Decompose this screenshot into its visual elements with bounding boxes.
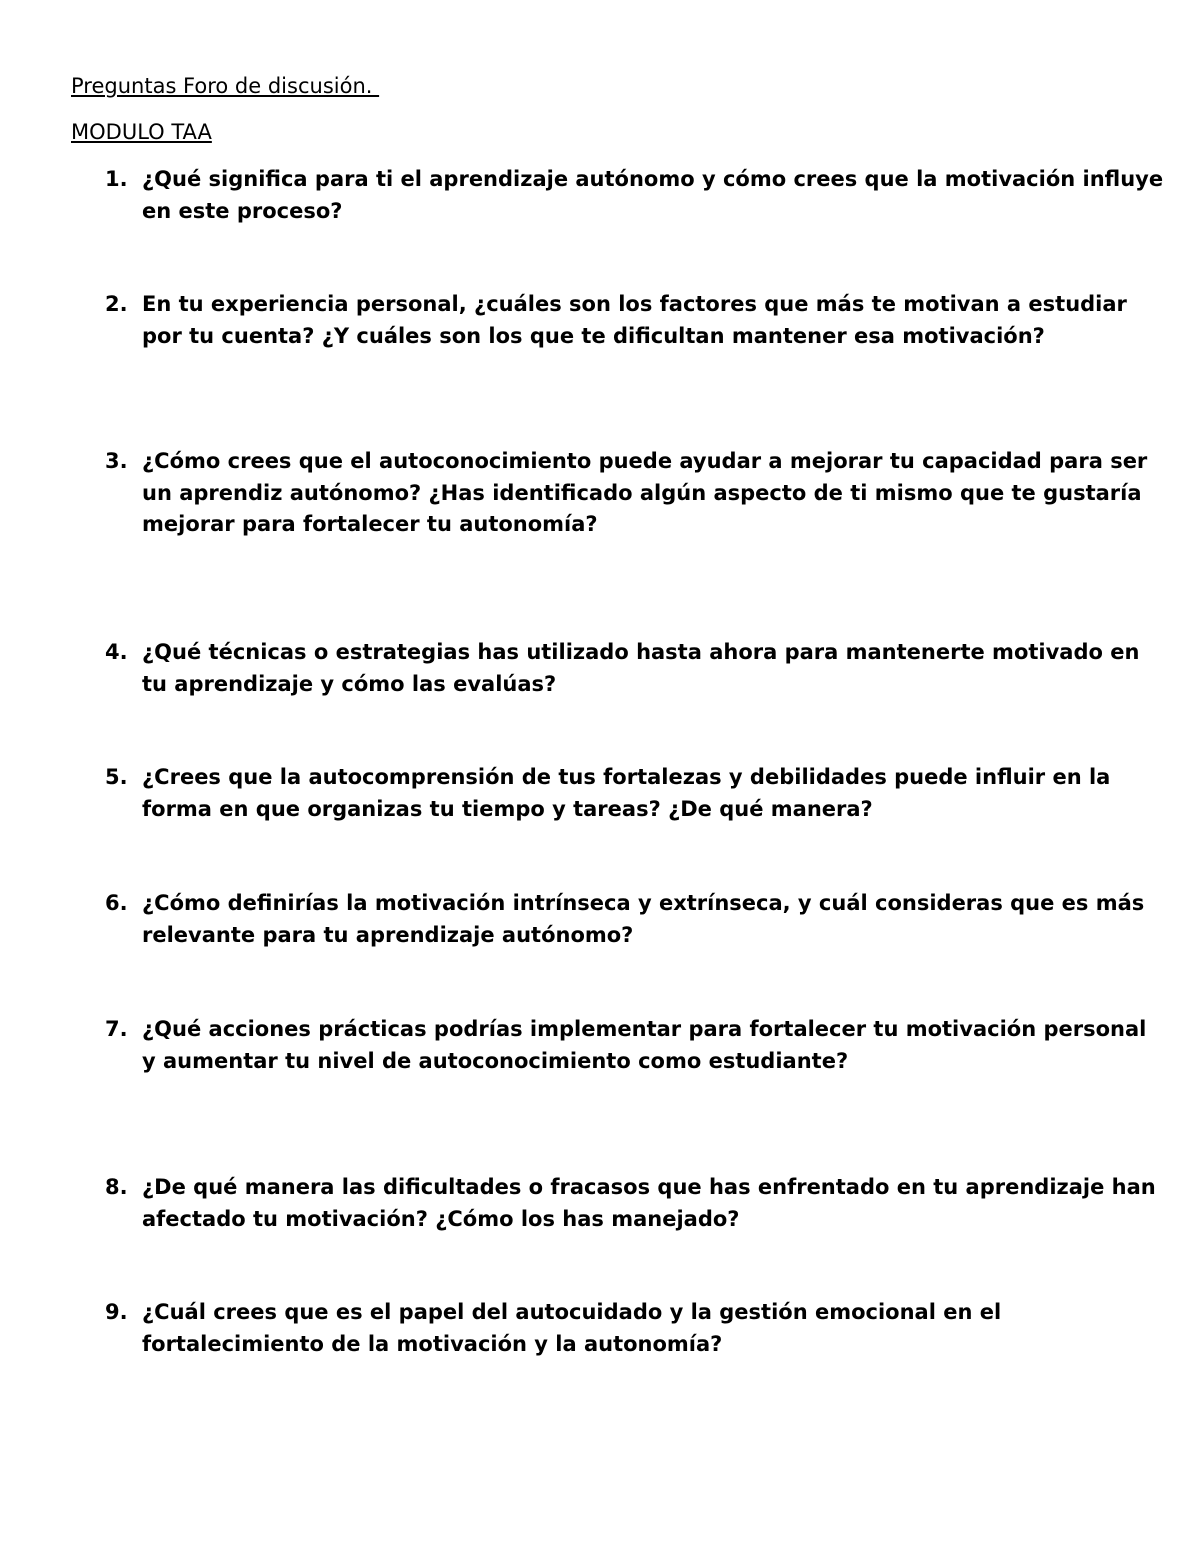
question-number: 1. [105, 167, 128, 191]
question-item [105, 289, 1165, 352]
question-text: ¿Qué acciones prácticas podrías implementar para fortalecer tu motivación personal y aumentar tu nivel de autoconocimiento como estudiante? [142, 1017, 1147, 1073]
question-item [105, 1297, 1165, 1360]
question-item [105, 164, 1165, 227]
question-number: 8. [105, 1175, 128, 1199]
question-number: 4. [105, 640, 128, 664]
question-item [105, 1172, 1165, 1235]
question-item [105, 888, 1165, 951]
question-number: 5. [105, 765, 128, 789]
question-text: ¿Crees que la autocomprensión de tus fortalezas y debilidades puede influir en la forma en que organizas tu tiempo y tareas? ¿De qué manera? [142, 765, 1111, 821]
question-item [105, 1014, 1165, 1077]
question-text: ¿Cómo definirías la motivación intrínseca y extrínseca, y cuál consideras que es más relevante para tu aprendizaje autónomo? [142, 891, 1145, 947]
document-title: Preguntas Foro de discusión. [71, 74, 380, 98]
question-number: 7. [105, 1017, 128, 1041]
question-number: 6. [105, 891, 128, 915]
question-item [105, 637, 1165, 700]
question-number: 2. [105, 292, 128, 316]
question-item [105, 762, 1165, 825]
question-text: En tu experiencia personal, ¿cuáles son los factores que más te motivan a estudiar por tu cuenta? ¿Y cuáles son los que te dificultan mantener esa motivación? [142, 292, 1127, 348]
question-text: ¿Cuál crees que es el papel del autocuidado y la gestión emocional en el fortalecimiento de la motivación y la autonomía? [142, 1300, 1002, 1356]
module-heading: MODULO TAA [71, 120, 212, 144]
question-text: ¿Qué técnicas o estrategias has utilizado hasta ahora para mantenerte motivado en tu aprendizaje y cómo las evalúas? [142, 640, 1140, 696]
question-item [105, 446, 1165, 541]
question-text: ¿De qué manera las dificultades o fracasos que has enfrentado en tu aprendizaje han afectado tu motivación? ¿Cómo los has manejado? [142, 1175, 1156, 1231]
question-number: 9. [105, 1300, 128, 1324]
question-number: 3. [105, 449, 128, 473]
question-text: ¿Cómo crees que el autoconocimiento puede ayudar a mejorar tu capacidad para ser un aprendiz autónomo? ¿Has identificado algún aspecto de ti mismo que te gustaría mejorar para fortalecer tu autonomía? [142, 449, 1148, 536]
question-text: ¿Qué significa para ti el aprendizaje autónomo y cómo crees que la motivación influye en este proceso? [142, 167, 1164, 223]
